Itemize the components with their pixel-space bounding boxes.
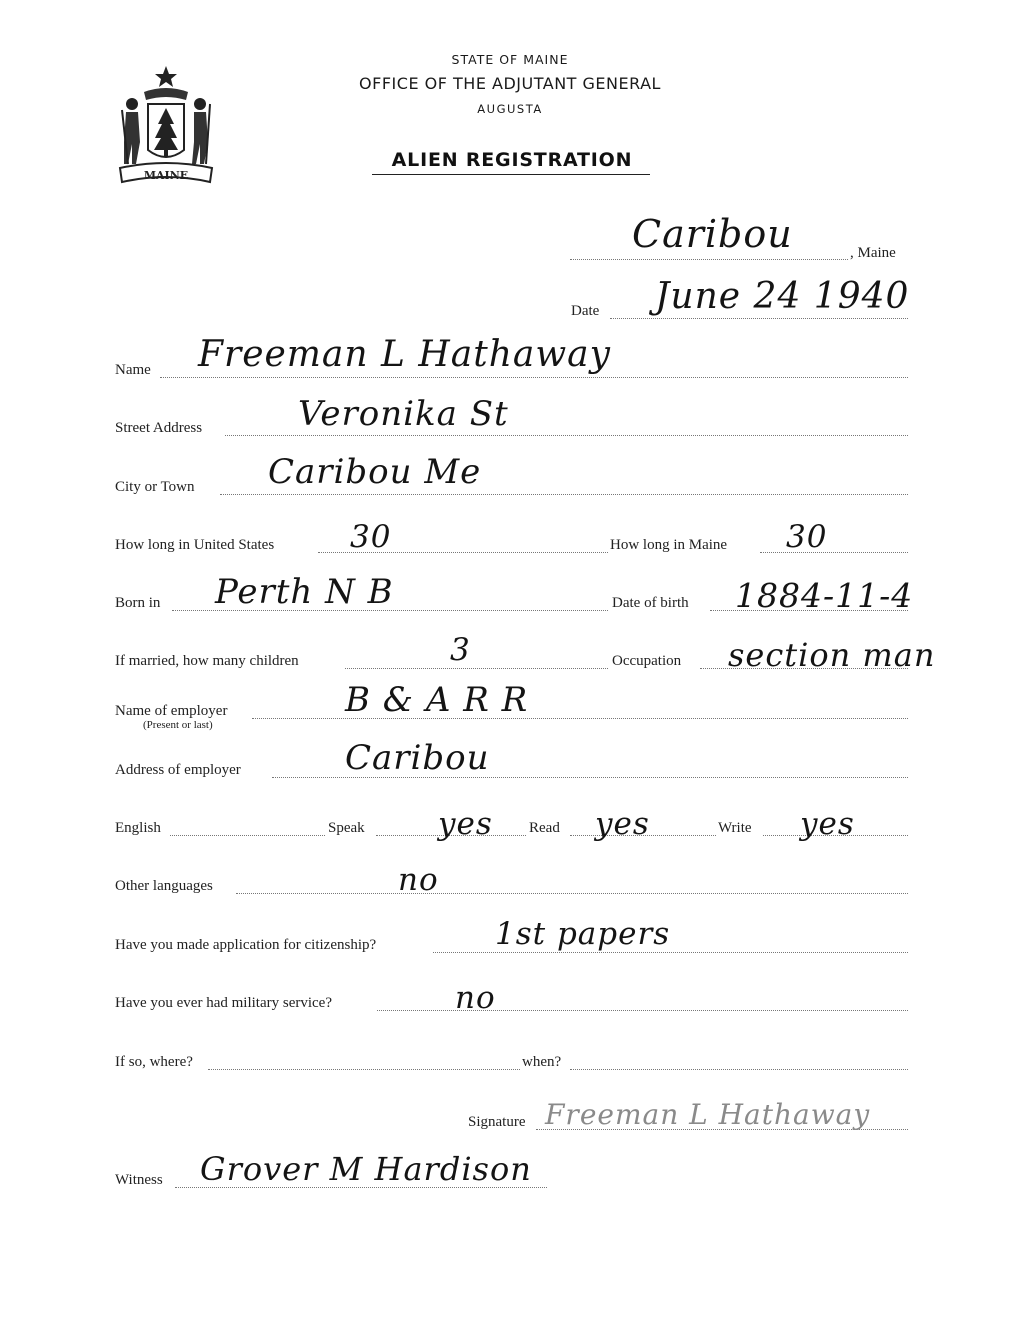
military-value: no bbox=[455, 980, 496, 1016]
other-languages-line bbox=[236, 893, 908, 894]
signature-label: Signature bbox=[468, 1114, 526, 1130]
city-line bbox=[220, 494, 908, 495]
maine-duration-label: How long in Maine bbox=[610, 537, 728, 553]
children-value: 3 bbox=[450, 632, 471, 668]
employer-address-label: Address of employer bbox=[115, 762, 241, 778]
title-underline bbox=[372, 174, 650, 175]
when-label: when? bbox=[522, 1054, 562, 1070]
date-label: Date bbox=[571, 303, 600, 319]
date-line bbox=[610, 318, 908, 319]
maine-duration-value: 30 bbox=[786, 519, 828, 555]
maine-seal-emblem bbox=[114, 64, 218, 188]
where-label: If so, where? bbox=[115, 1054, 193, 1070]
dob-label: Date of birth bbox=[612, 595, 689, 611]
place-value: Caribou bbox=[632, 212, 793, 256]
employer-address-value: Caribou bbox=[345, 738, 490, 778]
witness-label: Witness bbox=[115, 1172, 163, 1188]
place-suffix-label: , Maine bbox=[850, 245, 896, 261]
occupation-label: Occupation bbox=[612, 653, 682, 669]
other-languages-label: Other languages bbox=[115, 878, 213, 894]
citizenship-value: 1st papers bbox=[495, 916, 671, 952]
where-line bbox=[208, 1069, 520, 1070]
write-value: yes bbox=[800, 806, 855, 842]
city-value: Caribou Me bbox=[268, 452, 482, 492]
military-label: Have you ever had military service? bbox=[115, 995, 332, 1011]
employer-sublabel: (Present or last) bbox=[143, 719, 213, 731]
write-label: Write bbox=[718, 820, 752, 836]
read-value: yes bbox=[595, 806, 650, 842]
witness-value: Grover M Hardison bbox=[200, 1150, 532, 1188]
occupation-value: section man bbox=[728, 636, 936, 674]
other-languages-value: no bbox=[398, 862, 439, 898]
header-city: AUGUSTA bbox=[477, 102, 543, 116]
us-duration-label: How long in United States bbox=[115, 537, 275, 553]
children-line bbox=[345, 668, 608, 669]
english-line bbox=[170, 835, 325, 836]
employer-value: B & A R R bbox=[345, 680, 529, 720]
employer-label: Name of employer bbox=[115, 703, 228, 719]
citizenship-line bbox=[433, 952, 908, 953]
seal-banner-text: MAINE bbox=[143, 169, 189, 182]
us-duration-value: 30 bbox=[350, 519, 392, 555]
born-label: Born in bbox=[115, 595, 161, 611]
children-label: If married, how many children bbox=[115, 653, 299, 669]
street-label: Street Address bbox=[115, 420, 203, 436]
name-value: Freeman L Hathaway bbox=[198, 334, 611, 375]
signature-value: Freeman L Hathaway bbox=[545, 1098, 871, 1131]
when-line bbox=[570, 1069, 908, 1070]
date-value: June 24 1940 bbox=[655, 276, 910, 317]
city-label: City or Town bbox=[115, 479, 195, 495]
born-value: Perth N B bbox=[215, 572, 394, 612]
street-value: Veronika St bbox=[298, 394, 509, 434]
place-line bbox=[570, 259, 848, 260]
citizenship-label: Have you made application for citizenship? bbox=[115, 937, 377, 953]
header-state: STATE OF MAINE bbox=[451, 52, 569, 67]
name-line bbox=[160, 377, 908, 378]
read-label: Read bbox=[529, 820, 560, 836]
speak-value: yes bbox=[438, 806, 493, 842]
header-office: OFFICE OF THE ADJUTANT GENERAL bbox=[359, 74, 661, 93]
name-label: Name bbox=[115, 362, 151, 378]
maine-duration-line bbox=[760, 552, 908, 553]
form-title: ALIEN REGISTRATION bbox=[391, 149, 633, 171]
dob-value: 1884-11-4 bbox=[735, 576, 914, 615]
english-label: English bbox=[115, 820, 161, 836]
street-line bbox=[225, 435, 908, 436]
speak-label: Speak bbox=[328, 820, 365, 836]
